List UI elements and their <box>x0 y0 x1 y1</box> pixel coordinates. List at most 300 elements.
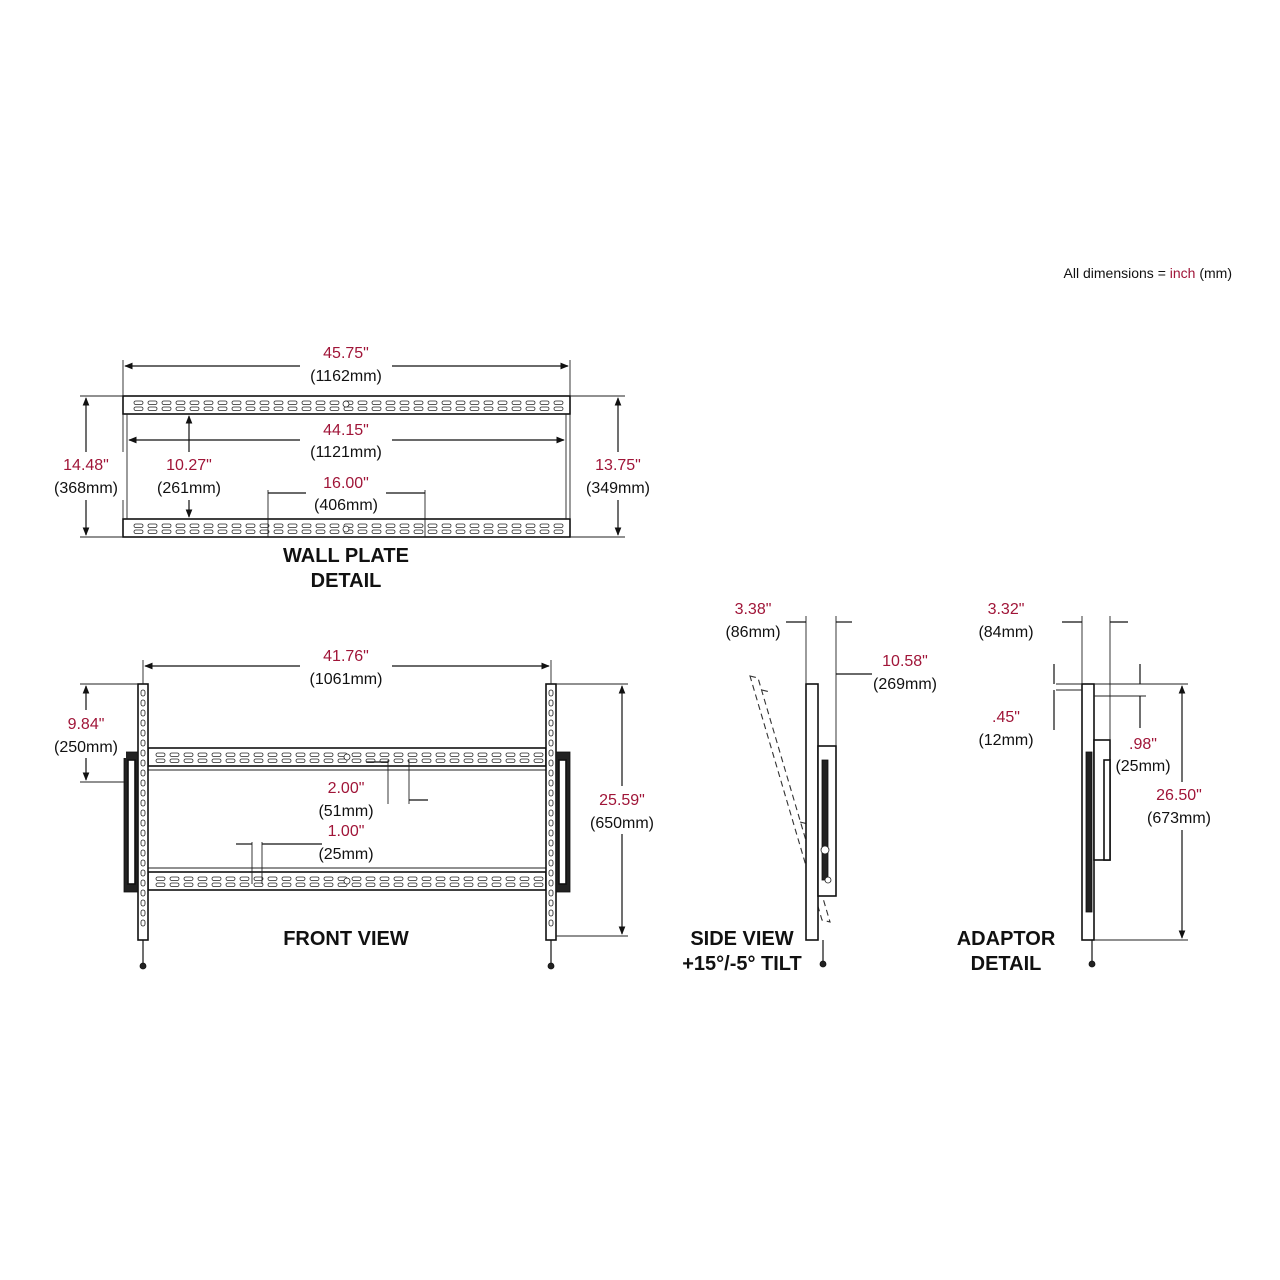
wall-plate-outer-spacing-in: 13.75" <box>595 457 641 474</box>
arm-hole <box>549 710 553 716</box>
mounting-slot <box>386 524 395 528</box>
mounting-slot <box>184 883 193 887</box>
mounting-slot <box>352 753 361 757</box>
mounting-slot <box>184 759 193 763</box>
mounting-slot <box>358 530 367 534</box>
mounting-slot <box>268 883 277 887</box>
mounting-slot <box>198 883 207 887</box>
mounting-slot <box>170 759 179 763</box>
side-max-depth-in: 10.58" <box>882 653 928 670</box>
mounting-slot <box>288 401 297 405</box>
mounting-slot <box>436 759 445 763</box>
keyhole-icon <box>343 526 349 532</box>
mounting-slot <box>540 524 549 528</box>
mounting-slot <box>436 753 445 757</box>
arm-hole <box>549 700 553 706</box>
mounting-slot <box>366 753 375 757</box>
mounting-slot <box>380 753 389 757</box>
mounting-slot <box>478 759 487 763</box>
mounting-slot <box>540 401 549 405</box>
mounting-slot <box>198 877 207 881</box>
mounting-slot <box>394 883 403 887</box>
mounting-slot <box>366 883 375 887</box>
mounting-slot <box>170 753 179 757</box>
dim-adaptor-offset-small <box>978 664 1082 749</box>
mounting-slot <box>478 753 487 757</box>
mounting-slot <box>478 877 487 881</box>
dim-wall-plate-height <box>46 396 126 537</box>
arm-hole <box>141 870 145 876</box>
mounting-slot <box>352 883 361 887</box>
mounting-slot <box>134 524 143 528</box>
mounting-slot <box>352 759 361 763</box>
mounting-slot <box>268 877 277 881</box>
mounting-slot <box>190 401 199 405</box>
mounting-slot <box>204 401 213 405</box>
mounting-slot <box>400 407 409 411</box>
mounting-slot <box>534 759 543 763</box>
mounting-slot <box>422 883 431 887</box>
mounting-slot <box>198 753 207 757</box>
arm-hole <box>141 690 145 696</box>
keyhole-icon <box>344 754 350 760</box>
mounting-slot <box>456 530 465 534</box>
mounting-slot <box>464 877 473 881</box>
mounting-slot <box>316 407 325 411</box>
mounting-slot <box>464 753 473 757</box>
dim-side-max-depth <box>836 653 937 693</box>
wall-plate-title-line2: DETAIL <box>310 570 382 592</box>
mounting-slot <box>232 401 241 405</box>
mounting-slot <box>282 753 291 757</box>
mounting-slot <box>246 401 255 405</box>
mounting-slot <box>218 530 227 534</box>
mounting-slot <box>534 883 543 887</box>
mounting-slot <box>386 407 395 411</box>
mounting-slot <box>470 407 479 411</box>
mounting-slot <box>380 877 389 881</box>
arm-hole <box>549 690 553 696</box>
adaptor-title-line2: DETAIL <box>970 953 1042 975</box>
mounting-slot <box>310 759 319 763</box>
side-view-title-line1: SIDE VIEW <box>690 928 794 950</box>
mounting-slot <box>450 877 459 881</box>
mounting-slot <box>506 883 515 887</box>
mounting-slot <box>162 524 171 528</box>
mounting-slot <box>212 759 221 763</box>
mounting-slot <box>218 407 227 411</box>
mounting-slot <box>330 524 339 528</box>
dim-adaptor-height <box>1094 684 1222 940</box>
mounting-slot <box>512 401 521 405</box>
front-arm-spacing-in: 41.76" <box>323 648 369 665</box>
mounting-slot <box>506 753 515 757</box>
mounting-slot <box>408 753 417 757</box>
mounting-slot <box>386 530 395 534</box>
mounting-slot <box>520 877 529 881</box>
mounting-slot <box>372 401 381 405</box>
mounting-slot <box>232 524 241 528</box>
mounting-slot <box>484 524 493 528</box>
arm-hole <box>549 890 553 896</box>
adaptor-offset-small-in: .45" <box>992 709 1020 726</box>
mounting-slot <box>162 530 171 534</box>
mounting-slot <box>520 883 529 887</box>
mounting-slot <box>512 530 521 534</box>
arm-hole <box>141 720 145 726</box>
mounting-slot <box>296 753 305 757</box>
side-upright-arm <box>806 684 818 940</box>
mounting-slot <box>324 877 333 881</box>
mounting-slot <box>358 524 367 528</box>
mounting-slot <box>274 407 283 411</box>
wall-plate-height-in: 14.48" <box>63 457 109 474</box>
mounting-slot <box>414 530 423 534</box>
mounting-slot <box>274 401 283 405</box>
dim-front-height <box>556 684 662 936</box>
mounting-slot <box>282 883 291 887</box>
mounting-slot <box>176 401 185 405</box>
mounting-slot <box>512 407 521 411</box>
arm-hole <box>141 910 145 916</box>
wall-plate-inner-width-in: 44.15" <box>323 422 369 439</box>
mounting-slot <box>316 530 325 534</box>
mounting-slot <box>400 524 409 528</box>
mounting-slot <box>324 883 333 887</box>
adaptor-height-mm: (673mm) <box>1146 810 1212 827</box>
wall-plate-title-line1: WALL PLATE <box>283 545 409 567</box>
mounting-slot <box>554 401 563 405</box>
mounting-slot <box>422 877 431 881</box>
mounting-slot <box>498 407 507 411</box>
front-view-title: FRONT VIEW <box>283 928 409 950</box>
mounting-slot <box>148 407 157 411</box>
mounting-slot <box>358 401 367 405</box>
mounting-slot <box>400 530 409 534</box>
mounting-slot <box>520 759 529 763</box>
mounting-slot <box>296 877 305 881</box>
mounting-slot <box>296 883 305 887</box>
mounting-slot <box>436 877 445 881</box>
mounting-slot <box>386 401 395 405</box>
mounting-slot <box>170 877 179 881</box>
arm-hole <box>141 790 145 796</box>
mounting-slot <box>512 524 521 528</box>
mounting-slot <box>456 401 465 405</box>
mounting-slot <box>246 530 255 534</box>
arm-hole <box>549 800 553 806</box>
dim-front-hole-offset-a <box>318 760 428 820</box>
mounting-slot <box>428 407 437 411</box>
wall-plate-rail-spacing-mm: (261mm) <box>156 480 222 497</box>
adaptor-height-in: 26.50" <box>1156 787 1202 804</box>
mounting-slot <box>288 407 297 411</box>
mounting-slot <box>526 524 535 528</box>
mounting-slot <box>176 524 185 528</box>
mounting-slot <box>232 407 241 411</box>
arm-hole <box>549 820 553 826</box>
mounting-slot <box>436 883 445 887</box>
mounting-slot <box>442 407 451 411</box>
mounting-slot <box>408 883 417 887</box>
side-depth-in: 3.38" <box>734 601 772 618</box>
mounting-slot <box>302 530 311 534</box>
mounting-slot <box>484 530 493 534</box>
front-hole-offset-a-mm: (51mm) <box>318 803 374 820</box>
arm-hole <box>549 730 553 736</box>
adaptor-offset-large-in: .98" <box>1129 736 1157 753</box>
arm-hole <box>549 870 553 876</box>
mounting-slot <box>450 759 459 763</box>
front-top-offset-mm: (250mm) <box>53 739 119 756</box>
mounting-slot <box>414 524 423 528</box>
arm-hole <box>549 740 553 746</box>
mounting-slot <box>492 877 501 881</box>
arm-hole <box>141 900 145 906</box>
mounting-slot <box>506 759 515 763</box>
arm-hole <box>141 740 145 746</box>
front-height-in: 25.59" <box>599 792 645 809</box>
mounting-slot <box>456 524 465 528</box>
arm-hole <box>141 830 145 836</box>
arm-hole <box>141 700 145 706</box>
mounting-slot <box>520 753 529 757</box>
mounting-slot <box>156 877 165 881</box>
arm-hole <box>141 730 145 736</box>
mounting-slot <box>394 759 403 763</box>
mounting-slot <box>212 883 221 887</box>
mounting-slot <box>450 883 459 887</box>
mounting-slot <box>484 401 493 405</box>
arm-hole <box>141 890 145 896</box>
mounting-slot <box>310 877 319 881</box>
keyhole-icon <box>344 878 350 884</box>
mounting-slot <box>470 530 479 534</box>
adaptor-offset-large-mm: (25mm) <box>1115 758 1171 775</box>
mounting-slot <box>428 401 437 405</box>
mounting-slot <box>226 883 235 887</box>
mounting-slot <box>428 524 437 528</box>
arm-hole <box>549 910 553 916</box>
mounting-slot <box>492 759 501 763</box>
mounting-slot <box>134 530 143 534</box>
mounting-slot <box>428 530 437 534</box>
mounting-slot <box>170 883 179 887</box>
arm-hole <box>549 880 553 886</box>
mounting-slot <box>478 883 487 887</box>
mounting-slot <box>302 524 311 528</box>
mounting-slot <box>456 407 465 411</box>
mounting-slot <box>134 401 143 405</box>
mounting-slot <box>464 759 473 763</box>
mounting-slot <box>450 753 459 757</box>
mounting-slot <box>218 524 227 528</box>
wall-plate-width-mm: (1162mm) <box>310 368 382 385</box>
mounting-slot <box>372 407 381 411</box>
mounting-slot <box>162 407 171 411</box>
mounting-slot <box>316 401 325 405</box>
mounting-slot <box>288 530 297 534</box>
mounting-slot <box>156 759 165 763</box>
mounting-slot <box>240 877 249 881</box>
mounting-slot <box>394 753 403 757</box>
mounting-slot <box>246 524 255 528</box>
mounting-slot <box>226 877 235 881</box>
dim-wall-plate-outer-spacing <box>570 396 660 537</box>
dimensions-legend: All dimensions = inch (mm) <box>1063 265 1232 281</box>
mounting-slot <box>442 401 451 405</box>
arm-hole <box>549 760 553 766</box>
mounting-slot <box>540 407 549 411</box>
mounting-slot <box>240 759 249 763</box>
dim-front-arm-spacing <box>143 642 551 690</box>
arm-hole <box>141 920 145 926</box>
mounting-slot <box>380 883 389 887</box>
mounting-slot <box>246 407 255 411</box>
front-height-mm: (650mm) <box>589 815 655 832</box>
arm-hole <box>549 830 553 836</box>
mounting-slot <box>554 530 563 534</box>
mounting-slot <box>240 883 249 887</box>
mounting-slot <box>260 407 269 411</box>
keyhole-icon <box>343 401 349 407</box>
arm-hole <box>141 880 145 886</box>
mounting-slot <box>232 530 241 534</box>
wall-plate-rail-spacing-in: 10.27" <box>166 457 212 474</box>
mounting-slot <box>464 883 473 887</box>
mounting-slot <box>330 401 339 405</box>
mounting-slot <box>408 877 417 881</box>
dim-wall-plate-rail-spacing <box>150 416 230 517</box>
mounting-slot <box>162 401 171 405</box>
mounting-slot <box>148 401 157 405</box>
mounting-slot <box>498 524 507 528</box>
wall-plate-stud-spacing-in: 16.00" <box>323 475 369 492</box>
adaptor-offset-small-mm: (12mm) <box>978 732 1034 749</box>
arm-hole <box>141 820 145 826</box>
mounting-slot <box>218 401 227 405</box>
mounting-slot <box>470 401 479 405</box>
mounting-slot <box>176 407 185 411</box>
mounting-slot <box>288 524 297 528</box>
mounting-slot <box>302 401 311 405</box>
mounting-slot <box>240 753 249 757</box>
mounting-slot <box>554 407 563 411</box>
mounting-slot <box>358 407 367 411</box>
arm-hole <box>141 780 145 786</box>
mounting-slot <box>260 401 269 405</box>
mounting-slot <box>204 530 213 534</box>
arm-hole <box>549 720 553 726</box>
mounting-slot <box>470 524 479 528</box>
wall-plate-stud-spacing-mm: (406mm) <box>313 497 379 514</box>
mounting-slot <box>414 407 423 411</box>
side-max-depth-mm: (269mm) <box>872 676 938 693</box>
arm-hole <box>549 750 553 756</box>
mounting-slot <box>204 407 213 411</box>
mounting-slot <box>534 753 543 757</box>
wall-plate-inner-width-mm: (1121mm) <box>310 444 382 461</box>
arm-hole <box>549 920 553 926</box>
arm-hole <box>549 850 553 856</box>
adaptor-depth-mm: (84mm) <box>978 624 1034 641</box>
arm-hole <box>141 840 145 846</box>
mounting-slot <box>344 407 353 411</box>
mounting-slot <box>184 753 193 757</box>
mounting-slot <box>316 524 325 528</box>
mounting-slot <box>282 877 291 881</box>
mounting-slot <box>268 753 277 757</box>
mounting-slot <box>156 753 165 757</box>
mounting-slot <box>156 883 165 887</box>
mounting-slot <box>366 877 375 881</box>
mounting-slot <box>372 524 381 528</box>
arm-hole <box>141 770 145 776</box>
arm-hole <box>141 850 145 856</box>
mounting-slot <box>330 530 339 534</box>
front-hole-offset-b-mm: (25mm) <box>318 846 374 863</box>
mounting-slot <box>226 753 235 757</box>
mounting-slot <box>198 759 207 763</box>
front-arm-spacing-mm: (1061mm) <box>309 671 383 688</box>
mounting-slot <box>484 407 493 411</box>
arm-hole <box>141 810 145 816</box>
mounting-slot <box>190 407 199 411</box>
wall-plate-width-in: 45.75" <box>323 345 369 362</box>
mounting-slot <box>204 524 213 528</box>
mounting-slot <box>212 877 221 881</box>
arm-hole <box>141 750 145 756</box>
side-view-drawing <box>750 676 836 967</box>
mounting-slot <box>184 877 193 881</box>
mounting-slot <box>148 530 157 534</box>
arm-hole <box>141 710 145 716</box>
mounting-slot <box>422 753 431 757</box>
front-hole-offset-a-in: 2.00" <box>327 780 365 797</box>
mounting-slot <box>176 530 185 534</box>
arm-hole <box>549 780 553 786</box>
mounting-slot <box>324 753 333 757</box>
side-depth-mm: (86mm) <box>725 624 781 641</box>
arm-hole <box>141 760 145 766</box>
arm-hole <box>141 860 145 866</box>
mounting-slot <box>526 401 535 405</box>
side-view-title-line2: +15°/-5° TILT <box>682 953 802 975</box>
mounting-slot <box>254 753 263 757</box>
front-hole-offset-b-in: 1.00" <box>327 823 365 840</box>
mounting-slot <box>268 759 277 763</box>
mounting-slot <box>492 753 501 757</box>
mounting-slot <box>498 530 507 534</box>
mounting-slot <box>134 407 143 411</box>
mounting-slot <box>274 530 283 534</box>
front-top-offset-in: 9.84" <box>67 716 105 733</box>
wall-plate-outer-spacing-mm: (349mm) <box>585 480 651 497</box>
mounting-slot <box>310 753 319 757</box>
mounting-slot <box>190 524 199 528</box>
arm-hole <box>549 770 553 776</box>
mounting-slot <box>324 759 333 763</box>
mounting-slot <box>352 877 361 881</box>
mounting-slot <box>506 877 515 881</box>
mounting-slot <box>442 530 451 534</box>
mounting-slot <box>526 407 535 411</box>
mounting-slot <box>442 524 451 528</box>
arm-hole <box>549 860 553 866</box>
adaptor-title-line1: ADAPTOR <box>956 928 1056 950</box>
adaptor-depth-in: 3.32" <box>987 601 1025 618</box>
mounting-slot <box>212 753 221 757</box>
